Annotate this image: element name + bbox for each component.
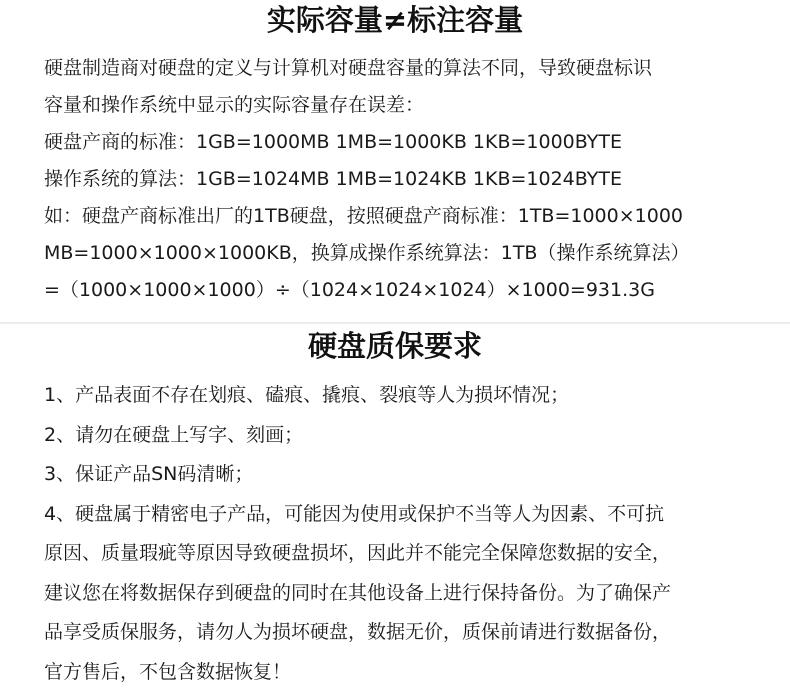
warranty-line: 品享受质保服务，请勿人为损坏硬盘，数据无价，质保前请进行数据备份， — [44, 613, 752, 653]
capacity-line: 容量和操作系统中显示的实际容量存在误差： — [44, 87, 752, 124]
warranty-title: 硬盘质保要求 — [0, 324, 790, 364]
warranty-line: 3、保证产品SN码清晰； — [44, 455, 752, 495]
capacity-section — [0, 0, 790, 322]
warranty-section — [0, 324, 790, 670]
capacity-body — [0, 50, 790, 309]
capacity-line: =（1000×1000×1000）÷（1024×1024×1024）×1000=931.3G — [44, 272, 752, 309]
capacity-line: MB=1000×1000×1000KB，换算成操作系统算法：1TB（操作系统算法） — [44, 235, 752, 272]
warranty-line: 4、硬盘属于精密电子产品，可能因为使用或保护不当等人为因素、不可抗 — [44, 495, 752, 535]
warranty-line: 原因、质量瑕疵等原因导致硬盘损坏，因此并不能完全保障您数据的安全， — [44, 534, 752, 574]
warranty-line: 建议您在将数据保存到硬盘的同时在其他设备上进行保持备份。为了确保产 — [44, 574, 752, 614]
capacity-title: 实际容量≠标注容量 — [0, 0, 790, 38]
warranty-line: 1、产品表面不存在划痕、磕痕、撬痕、裂痕等人为损坏情况； — [44, 376, 752, 416]
capacity-line: 硬盘产商的标准：1GB=1000MB 1MB=1000KB 1KB=1000BYTE — [44, 124, 752, 161]
capacity-line: 硬盘制造商对硬盘的定义与计算机对硬盘容量的算法不同，导致硬盘标识 — [44, 50, 752, 87]
warranty-line: 官方售后，不包含数据恢复！ — [44, 653, 752, 692]
warranty-line: 2、请勿在硬盘上写字、刻画； — [44, 416, 752, 456]
capacity-line: 操作系统的算法：1GB=1024MB 1MB=1024KB 1KB=1024BYTE — [44, 161, 752, 198]
warranty-body — [0, 376, 790, 692]
capacity-line: 如：硬盘产商标准出厂的1TB硬盘，按照硬盘产商标准：1TB=1000×1000 — [44, 198, 752, 235]
